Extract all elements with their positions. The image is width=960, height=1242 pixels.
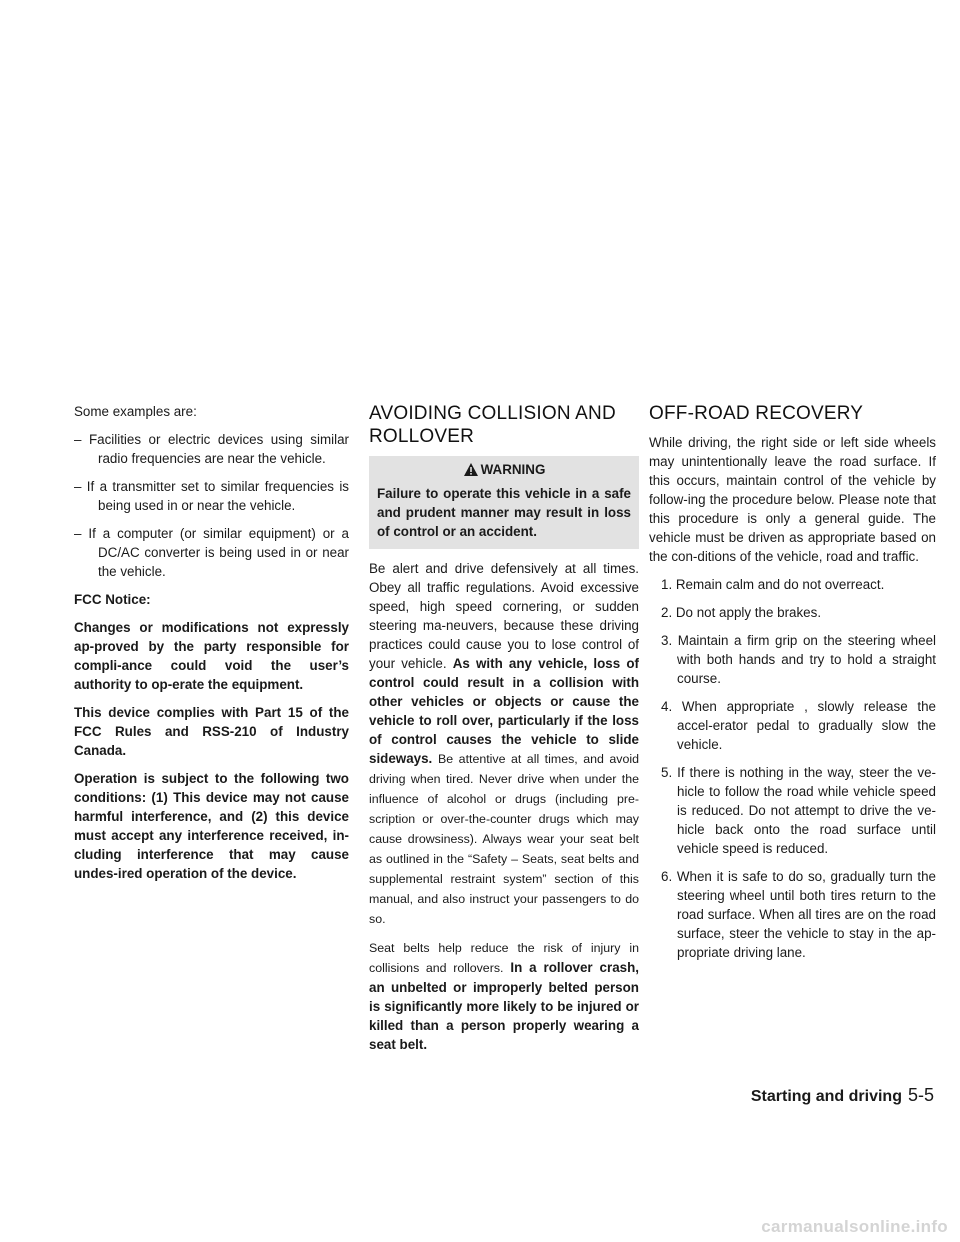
- watermark: carmanualsonline.info: [761, 1217, 948, 1236]
- seatbelt-text: Seat belts help reduce the risk of injury in collisions and rollovers.: [369, 941, 639, 975]
- step-item: 4. When appropriate , slowly release the accel-erator pedal to gradually slow the vehicle.: [661, 699, 936, 752]
- warning-label: WARNING: [480, 462, 546, 477]
- fcc-operation-text: Operation is subject to the following two conditions: (1) This device may not cause harmful interference, and (2) this device must accept any interference received, in-cluding interference that may cause undes-ired operation of the device.: [74, 771, 349, 881]
- offroad-intro: While driving, the right side or left side wheels may unintentionally leave the road surface. If this occurs, maintain control of the vehicle by follow-ing the procedure below. Please note that this procedure is only a general guide. The vehicle must be driven as appropriate based on the con-ditions of the vehicle, road and traffic.: [649, 435, 936, 564]
- collision-heading: AVOIDING COLLISION AND ROLLOVER: [369, 403, 616, 447]
- examples-intro: Some examples are:: [74, 404, 197, 419]
- fcc-heading: FCC Notice:: [74, 592, 151, 607]
- loss-of-control-text: As with any vehicle, loss of control could result in a collision with other vehicles or objects or cause the vehicle to roll over, particularly if the loss of control causes the vehicle to slide sideways.: [369, 656, 639, 766]
- step-item: 5. If there is nothing in the way, steer the ve-hicle to follow the road while vehicle speed is reduced. Do not attempt to drive the ve-hicle back onto the road surface until vehicle speed is reduced.: [661, 765, 936, 856]
- example-item: – Facilities or electric devices using similar radio frequencies are near the vehicle.: [74, 432, 349, 466]
- page-number: 5-5: [907, 1085, 934, 1105]
- warning-text: Failure to operate this vehicle in a safe and prudent manner may result in loss of control or an accident.: [377, 486, 631, 539]
- step-item: 6. When it is safe to do so, gradually turn the steering wheel until both tires return to the road surface. When all tires are on the road surface, steer the vehicle to stay in the ap-propriate driving lane.: [661, 869, 936, 960]
- column-right: [649, 402, 936, 971]
- page-footer: [751, 1085, 934, 1106]
- fcc-changes-text: Changes or modifications not expressly ap-proved by the party responsible for compli-ance could void the user’s authority to op-erate the equipment.: [74, 620, 349, 692]
- attentive-text: Be attentive at all times, and avoid driving when tired. Never drive when under the influence of alcohol or drugs (including pre-scription or over-the-counter drugs which may cause drowsiness). Always wear your seat belt as outlined in the “Safety – Seats, seat belts and supplemental restraint system” section of this manual, and also instruct your passengers to do so.: [369, 752, 639, 926]
- seatbelt-paragraph: [369, 938, 639, 1054]
- driving-text: Be alert and drive defensively at all times. Obey all traffic regulations. Avoid excessive speed, high speed cornering, or sudden steering ma-neuvers, because these driving practices could cause you to lose control of your vehicle.: [369, 561, 639, 671]
- offroad-heading: OFF-ROAD RECOVERY: [649, 403, 864, 424]
- example-item: – If a computer (or similar equipment) or a DC/AC converter is being used in or near the vehicle.: [74, 526, 349, 579]
- driving-paragraph: [369, 559, 639, 929]
- step-item: 2. Do not apply the brakes.: [661, 605, 822, 620]
- warning-box: [369, 456, 639, 549]
- fcc-complies-text: This device complies with Part 15 of the FCC Rules and RSS-210 of Industry Canada.: [74, 705, 349, 758]
- column-middle: [369, 402, 639, 1063]
- example-item: – If a transmitter set to similar frequencies is being used in or near the vehicle.: [74, 479, 349, 513]
- column-left: [74, 402, 349, 892]
- section-title: Starting and driving: [750, 1088, 902, 1105]
- warning-triangle-icon: [463, 462, 479, 477]
- step-item: 1. Remain calm and do not overreact.: [661, 577, 885, 592]
- step-item: 3. Maintain a firm grip on the steering wheel with both hands and try to hold a straight course.: [661, 633, 936, 686]
- warning-header: [377, 460, 631, 480]
- rollover-text: In a rollover crash, an unbelted or improperly belted person is significantly more likely to be injured or killed than a person properly wearing a seat belt.: [369, 960, 639, 1052]
